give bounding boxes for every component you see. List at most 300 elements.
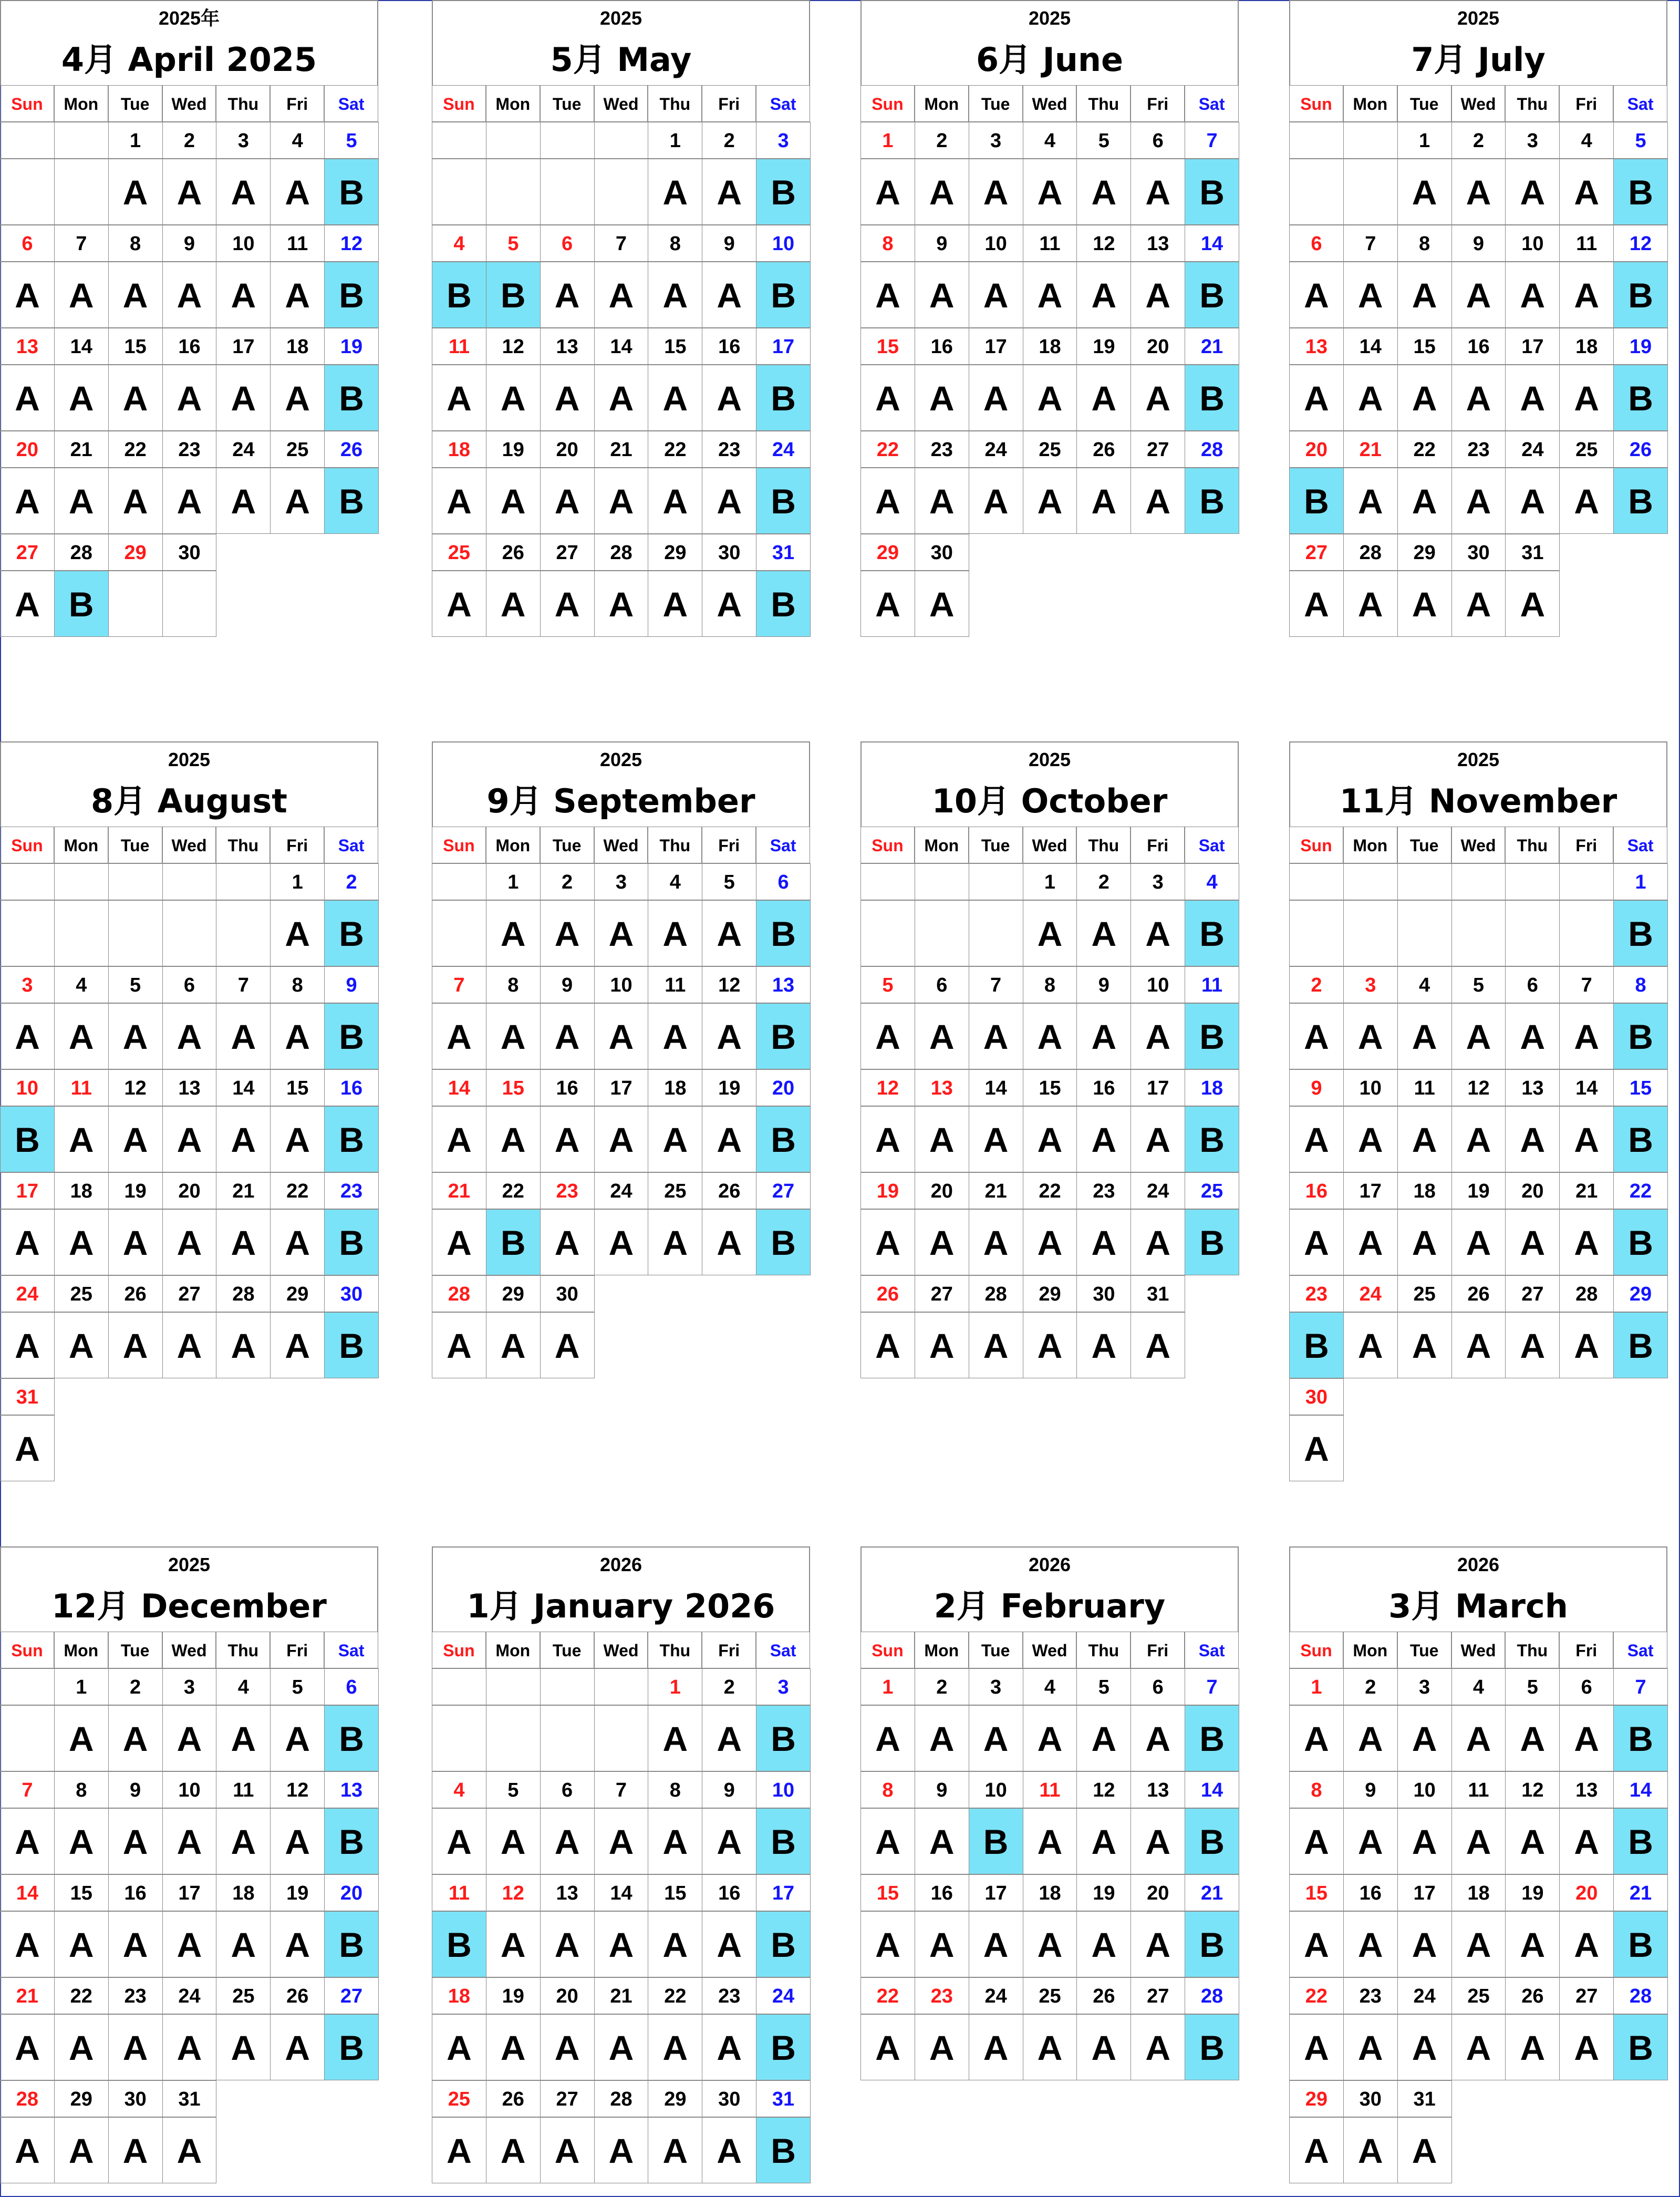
day-code (108, 900, 163, 966)
day-number: 21 (1559, 1172, 1614, 1209)
day-code: B (1185, 1106, 1239, 1172)
weekday-header-row (432, 827, 810, 863)
day-code: A (270, 1209, 325, 1275)
weekday-header-row (0, 85, 378, 122)
day-number: 24 (756, 1977, 811, 2014)
day-number: 20 (915, 1172, 969, 1209)
day-number: 3 (756, 1668, 811, 1705)
day-number: 3 (0, 966, 55, 1003)
day-code: A (1397, 2117, 1452, 2183)
day-number: 15 (1289, 1874, 1344, 1911)
weekday-label: Sat (324, 1632, 378, 1668)
day-code: B (1185, 159, 1239, 225)
month-year-label: 2025 (432, 741, 810, 776)
day-code: B (324, 262, 379, 328)
day-number: 24 (1343, 1275, 1398, 1312)
day-number: 13 (324, 1771, 379, 1808)
day-code: B (324, 1911, 379, 1977)
day-code: A (54, 262, 109, 328)
day-code: A (540, 262, 595, 328)
day-code: A (270, 1106, 325, 1172)
day-number: 11 (648, 966, 702, 1003)
day-number: 14 (1185, 1771, 1239, 1808)
day-code: A (0, 2014, 55, 2080)
day-number: 19 (860, 1172, 915, 1209)
day-code: A (270, 365, 325, 431)
day-number: 7 (54, 225, 109, 262)
day-code: B (756, 900, 811, 966)
day-number: 9 (162, 225, 217, 262)
day-code (1343, 900, 1398, 966)
month-title: 5月 May (432, 35, 810, 85)
day-number: 29 (108, 534, 163, 571)
day-code: A (1343, 1209, 1398, 1275)
day-number: 20 (1559, 1874, 1614, 1911)
day-code: A (594, 2014, 649, 2080)
day-number (1289, 863, 1344, 900)
day-code (0, 1705, 55, 1771)
day-number: 26 (270, 1977, 325, 2014)
day-number: 25 (1023, 1977, 1077, 2014)
day-code: A (540, 2014, 595, 2080)
weekday-label: Fri (1131, 827, 1185, 863)
day-code: A (648, 2014, 702, 2080)
day-code: A (648, 1911, 702, 1977)
day-code: A (1343, 262, 1398, 328)
day-code: A (1451, 468, 1506, 534)
day-code: A (1289, 1911, 1344, 1977)
day-number: 23 (1451, 431, 1506, 468)
day-code: A (162, 1209, 217, 1275)
day-number: 2 (915, 1668, 969, 1705)
day-number: 26 (1505, 1977, 1560, 2014)
day-code: A (1451, 1312, 1506, 1378)
day-number: 20 (0, 431, 55, 468)
day-number: 17 (756, 1874, 811, 1911)
day-number: 15 (1397, 328, 1452, 365)
weekday-label: Thu (648, 1632, 702, 1668)
day-code: A (594, 1209, 649, 1275)
day-number: 19 (1451, 1172, 1506, 1209)
day-number: 22 (648, 1977, 702, 2014)
day-number: 20 (540, 1977, 595, 2014)
day-code: A (1451, 365, 1506, 431)
day-code: A (1397, 1106, 1452, 1172)
day-number: 30 (702, 534, 756, 571)
day-code: A (432, 1808, 486, 1874)
day-code: B (756, 1705, 811, 1771)
day-number: 19 (270, 1874, 325, 1911)
day-code: A (594, 365, 649, 431)
month-year-label: 2025 (860, 0, 1239, 35)
day-code: A (1397, 2014, 1452, 2080)
day-code: A (1131, 1808, 1185, 1874)
day-code: A (915, 1106, 969, 1172)
day-number: 1 (648, 122, 702, 159)
day-number: 26 (702, 1172, 756, 1209)
month-year-label: 2025 (0, 1546, 378, 1581)
day-number (915, 863, 969, 900)
day-code: A (486, 900, 541, 966)
day-number (540, 1668, 595, 1705)
day-code: A (486, 2014, 541, 2080)
day-number: 29 (648, 2080, 702, 2117)
day-number: 26 (1451, 1275, 1506, 1312)
day-code: A (1451, 1003, 1506, 1069)
day-code: B (432, 262, 486, 328)
day-code: A (648, 159, 702, 225)
day-number: 25 (432, 2080, 486, 2117)
day-number: 12 (1505, 1771, 1560, 1808)
weekday-label: Mon (915, 827, 969, 863)
day-number: 2 (702, 1668, 756, 1705)
day-code: A (702, 2117, 756, 2183)
day-number: 23 (1076, 1172, 1131, 1209)
day-code: A (1505, 1911, 1560, 1977)
day-number: 16 (108, 1874, 163, 1911)
day-code (915, 900, 969, 966)
day-code: A (1076, 365, 1131, 431)
day-number: 7 (969, 966, 1023, 1003)
day-code: A (860, 159, 915, 225)
day-number: 5 (1076, 1668, 1131, 1705)
day-code (486, 159, 541, 225)
day-number: 1 (1613, 863, 1668, 900)
day-code: A (594, 1003, 649, 1069)
weekday-label: Sun (0, 827, 54, 863)
day-number: 8 (648, 1771, 702, 1808)
day-number: 5 (108, 966, 163, 1003)
day-number: 12 (1451, 1069, 1506, 1106)
weekday-label: Tue (969, 1632, 1023, 1668)
day-number (540, 122, 595, 159)
weekday-label: Fri (1559, 85, 1613, 122)
day-code: A (486, 2117, 541, 2183)
weekday-label: Fri (702, 1632, 756, 1668)
month-title: 4月 April 2025 (0, 35, 378, 85)
day-code: A (1023, 365, 1077, 431)
day-number: 16 (540, 1069, 595, 1106)
day-code: A (915, 262, 969, 328)
weekday-label: Mon (915, 1632, 969, 1668)
month-title: 7月 July (1289, 35, 1667, 85)
day-code: A (1023, 468, 1077, 534)
day-number: 19 (486, 1977, 541, 2014)
day-code: A (1559, 468, 1614, 534)
weekday-label: Tue (969, 85, 1023, 122)
day-code: A (1559, 1209, 1614, 1275)
weekday-label: Tue (1397, 1632, 1451, 1668)
day-number: 20 (1131, 1874, 1185, 1911)
weekday-label: Sat (1185, 827, 1239, 863)
day-code: A (594, 1106, 649, 1172)
day-number: 21 (1185, 328, 1239, 365)
day-number: 23 (540, 1172, 595, 1209)
day-code: A (860, 2014, 915, 2080)
day-code: A (1451, 1209, 1506, 1275)
day-code: B (324, 1808, 379, 1874)
day-number: 4 (1451, 1668, 1506, 1705)
day-code: A (270, 1808, 325, 1874)
day-code: A (860, 262, 915, 328)
day-number: 26 (486, 2080, 541, 2117)
day-code: A (1289, 1705, 1344, 1771)
day-number: 14 (216, 1069, 271, 1106)
day-number: 26 (1076, 1977, 1131, 2014)
day-number: 17 (216, 328, 271, 365)
day-code: A (108, 262, 163, 328)
day-code: A (1131, 468, 1185, 534)
weekday-label: Mon (915, 85, 969, 122)
day-number: 5 (860, 966, 915, 1003)
day-code: A (540, 571, 595, 637)
day-number: 20 (1505, 1172, 1560, 1209)
day-code: B (1185, 1705, 1239, 1771)
day-code: A (540, 365, 595, 431)
day-number: 21 (594, 431, 649, 468)
day-number: 15 (648, 1874, 702, 1911)
day-number: 9 (1451, 225, 1506, 262)
day-number: 7 (1613, 1668, 1668, 1705)
day-code: A (702, 1209, 756, 1275)
day-code: A (1023, 1106, 1077, 1172)
weekday-label: Wed (162, 827, 216, 863)
day-number: 14 (432, 1069, 486, 1106)
day-number: 27 (1131, 1977, 1185, 2014)
day-number (1343, 122, 1398, 159)
day-code: B (1613, 1312, 1668, 1378)
month-title: 1月 January 2026 (432, 1581, 810, 1632)
day-number (486, 122, 541, 159)
day-number: 10 (0, 1069, 55, 1106)
day-number: 15 (270, 1069, 325, 1106)
day-number: 30 (540, 1275, 595, 1312)
day-number: 8 (860, 1771, 915, 1808)
day-number: 5 (486, 225, 541, 262)
day-number: 9 (108, 1771, 163, 1808)
weekday-header-row (860, 1632, 1239, 1668)
day-number: 3 (1397, 1668, 1452, 1705)
day-code: A (540, 1209, 595, 1275)
day-code: A (1343, 1312, 1398, 1378)
day-code: A (1131, 1911, 1185, 1977)
day-number: 21 (54, 431, 109, 468)
day-number: 28 (1559, 1275, 1614, 1312)
day-code: A (1289, 1209, 1344, 1275)
day-code: A (0, 2117, 55, 2183)
day-code: A (860, 1705, 915, 1771)
day-code: A (1023, 1705, 1077, 1771)
day-number: 10 (162, 1771, 217, 1808)
day-number: 2 (702, 122, 756, 159)
day-code: A (1343, 1911, 1398, 1977)
day-code: A (648, 2117, 702, 2183)
day-code: A (162, 159, 217, 225)
day-number (54, 863, 109, 900)
day-number: 21 (969, 1172, 1023, 1209)
day-code: A (54, 1705, 109, 1771)
weekday-label: Thu (648, 827, 702, 863)
month-title: 10月 October (860, 776, 1239, 827)
day-code: B (324, 1312, 379, 1378)
day-number: 31 (1131, 1275, 1185, 1312)
day-number: 18 (270, 328, 325, 365)
day-number: 17 (1131, 1069, 1185, 1106)
day-code: A (915, 571, 969, 637)
day-number: 19 (1505, 1874, 1560, 1911)
day-number: 19 (1076, 328, 1131, 365)
day-number: 9 (702, 225, 756, 262)
day-code: A (1559, 365, 1614, 431)
day-number (1451, 863, 1506, 900)
weekday-label: Mon (54, 1632, 108, 1668)
weekday-label: Sun (1289, 827, 1343, 863)
day-number: 29 (1613, 1275, 1668, 1312)
day-code: A (860, 1003, 915, 1069)
day-number: 12 (1076, 225, 1131, 262)
day-code: A (1131, 1003, 1185, 1069)
day-number: 1 (108, 122, 163, 159)
day-number: 9 (540, 966, 595, 1003)
day-code (54, 159, 109, 225)
day-number: 6 (162, 966, 217, 1003)
day-number: 7 (1559, 966, 1614, 1003)
weekday-label: Wed (1023, 1632, 1077, 1668)
day-code: A (1076, 1312, 1131, 1378)
day-code (432, 900, 486, 966)
day-code: A (486, 1106, 541, 1172)
day-number: 27 (540, 534, 595, 571)
weekday-label: Sun (860, 827, 915, 863)
day-code: A (162, 365, 217, 431)
month-title: 11月 November (1289, 776, 1667, 827)
day-code: B (1185, 1808, 1239, 1874)
day-number: 22 (270, 1172, 325, 1209)
day-code: A (432, 1209, 486, 1275)
day-code: A (540, 2117, 595, 2183)
day-number: 10 (756, 1771, 811, 1808)
day-number: 12 (486, 328, 541, 365)
day-number: 20 (540, 431, 595, 468)
month-title: 9月 September (432, 776, 810, 827)
day-number: 19 (486, 431, 541, 468)
weekday-label: Wed (162, 1632, 216, 1668)
day-number: 30 (915, 534, 969, 571)
day-code: A (702, 1106, 756, 1172)
day-code: A (1023, 1003, 1077, 1069)
day-number: 6 (1131, 122, 1185, 159)
day-code: A (1397, 571, 1452, 637)
day-code: B (1185, 1003, 1239, 1069)
day-code: A (1559, 1003, 1614, 1069)
day-number: 26 (108, 1275, 163, 1312)
day-code: A (1343, 365, 1398, 431)
day-code: A (1289, 365, 1344, 431)
month-title: 2月 February (860, 1581, 1239, 1632)
day-code: B (1613, 159, 1668, 225)
day-code: B (1613, 2014, 1668, 2080)
weekday-label: Tue (969, 827, 1023, 863)
weekday-label: Sun (432, 85, 486, 122)
day-code: A (648, 468, 702, 534)
day-number: 1 (1289, 1668, 1344, 1705)
day-number: 30 (702, 2080, 756, 2117)
day-number: 25 (1559, 431, 1614, 468)
day-number: 1 (648, 1668, 702, 1705)
day-number: 23 (915, 431, 969, 468)
day-code: A (54, 2014, 109, 2080)
day-code: A (915, 1003, 969, 1069)
day-number: 8 (860, 225, 915, 262)
day-number: 15 (486, 1069, 541, 1106)
day-number: 31 (1505, 534, 1560, 571)
day-code: B (324, 1705, 379, 1771)
weekday-label: Sat (1613, 1632, 1667, 1668)
weekday-label: Tue (540, 1632, 594, 1668)
day-code: A (108, 1003, 163, 1069)
day-number: 23 (162, 431, 217, 468)
day-code: A (1343, 1003, 1398, 1069)
day-number: 30 (1343, 2080, 1398, 2117)
day-code: B (1613, 468, 1668, 534)
day-code: A (1343, 468, 1398, 534)
day-number: 7 (594, 225, 649, 262)
day-number: 28 (594, 2080, 649, 2117)
day-code: A (702, 365, 756, 431)
weekday-label: Thu (216, 827, 270, 863)
day-code: A (1023, 2014, 1077, 2080)
day-number: 21 (432, 1172, 486, 1209)
day-code: A (216, 159, 271, 225)
day-number (594, 122, 649, 159)
day-code: A (1397, 159, 1452, 225)
day-code: A (540, 900, 595, 966)
day-code: A (1131, 2014, 1185, 2080)
day-number: 15 (1613, 1069, 1668, 1106)
day-number: 18 (432, 431, 486, 468)
day-number: 3 (756, 122, 811, 159)
day-code: B (54, 571, 109, 637)
day-number: 26 (324, 431, 379, 468)
day-number: 7 (1185, 1668, 1239, 1705)
day-code: A (969, 1106, 1023, 1172)
day-code: A (969, 1911, 1023, 1977)
day-number: 20 (1289, 431, 1344, 468)
day-code: A (54, 468, 109, 534)
weekday-label: Tue (108, 827, 162, 863)
day-code: A (270, 1003, 325, 1069)
day-number: 10 (969, 225, 1023, 262)
day-number: 29 (1023, 1275, 1077, 1312)
day-number: 11 (1397, 1069, 1452, 1106)
day-code: B (324, 1209, 379, 1275)
weekday-label: Fri (1559, 1632, 1613, 1668)
day-code: A (1131, 1106, 1185, 1172)
day-number: 25 (432, 534, 486, 571)
day-number: 8 (486, 966, 541, 1003)
day-number: 16 (915, 328, 969, 365)
day-code: A (1076, 468, 1131, 534)
day-code: A (1343, 1106, 1398, 1172)
day-code: A (1397, 1705, 1452, 1771)
day-code: B (1613, 1209, 1668, 1275)
day-code: A (270, 2014, 325, 2080)
weekday-label: Thu (1076, 1632, 1131, 1668)
weekday-label: Mon (1343, 1632, 1397, 1668)
day-number: 8 (1613, 966, 1668, 1003)
day-number: 29 (486, 1275, 541, 1312)
day-number: 19 (108, 1172, 163, 1209)
